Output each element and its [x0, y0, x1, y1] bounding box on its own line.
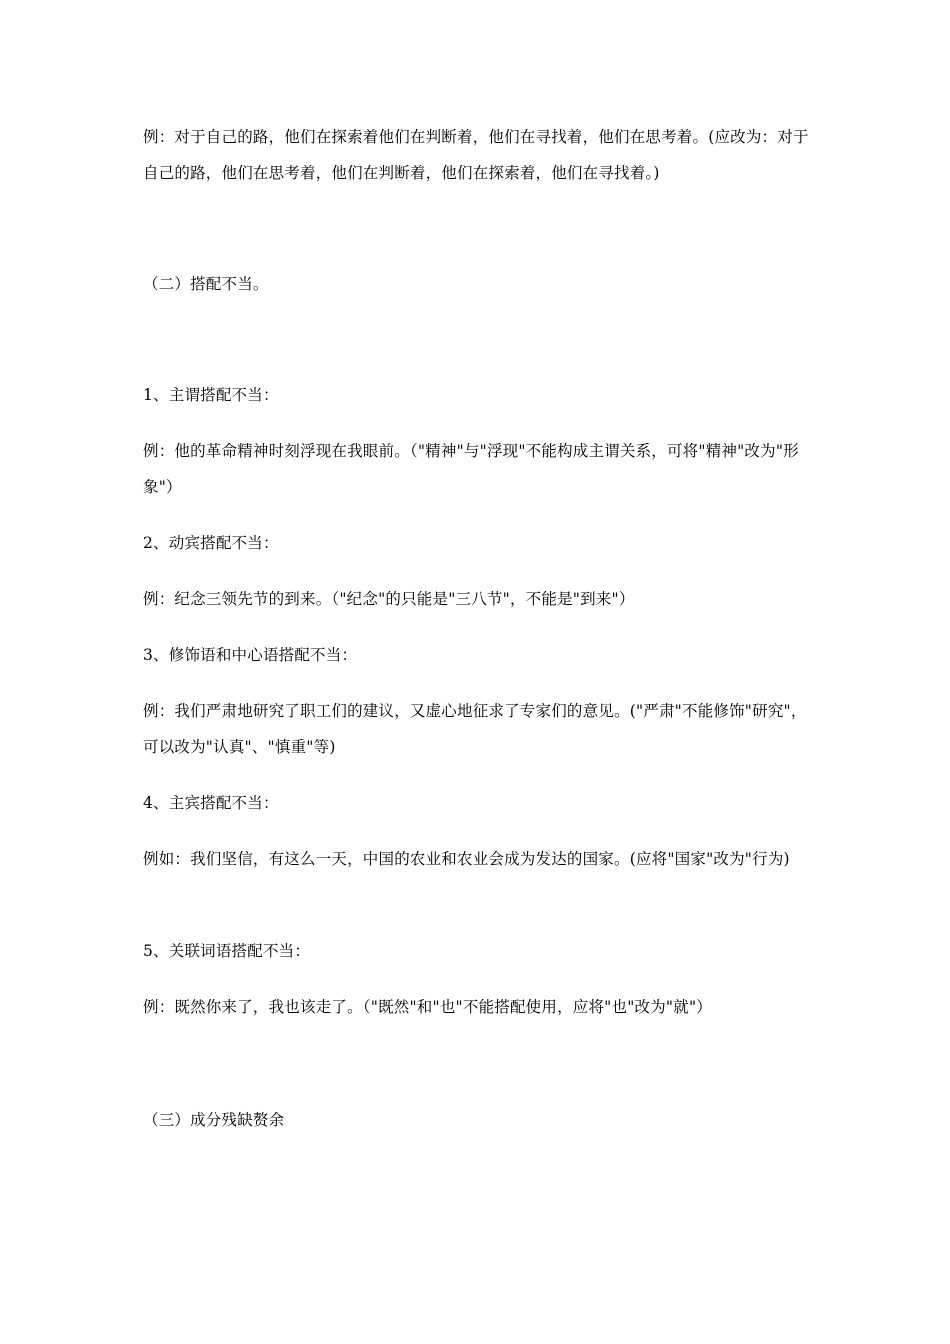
- section-heading-3: （三）成分残缺赘余: [143, 1111, 285, 1129]
- section-heading-2: （二）搭配不当。: [143, 275, 269, 293]
- example-paragraph-3: 例：我们严肃地研究了职工们的建议，又虚心地征求了专家们的意见。("严肃"不能修饰"研究"，可以改为"认真"、"慎重"等): [143, 702, 807, 756]
- example-paragraph-order: 例：对于自己的路，他们在探索着他们在判断着，他们在寻找着，他们在思考着。(应改为：对于自己的路，他们在思考着，他们在判断着，他们在探索着，他们在寻找着。): [143, 128, 809, 182]
- subheading-2: 2、动宾搭配不当：: [143, 534, 279, 552]
- subheading-5: 5、关联词语搭配不当：: [143, 942, 311, 960]
- subheading-3: 3、修饰语和中心语搭配不当：: [143, 646, 358, 664]
- example-paragraph-5: 例：既然你来了，我也该走了。（"既然"和"也"不能搭配使用，应将"也"改为"就"）: [143, 998, 712, 1016]
- example-paragraph-4: 例如：我们坚信，有这么一天，中国的农业和农业会成为发达的国家。(应将"国家"改为"行为): [143, 850, 790, 868]
- example-paragraph-2: 例：纪念三领先节的到来。（"纪念"的只能是"三八节"，不能是"到来"）: [143, 590, 635, 608]
- example-paragraph-1: 例：他的革命精神时刻浮现在我眼前。（"精神"与"浮现"不能构成主谓关系，可将"精神"改为"形象"）: [143, 442, 799, 496]
- subheading-4: 4、主宾搭配不当：: [143, 794, 279, 812]
- subheading-1: 1、主谓搭配不当：: [143, 386, 279, 404]
